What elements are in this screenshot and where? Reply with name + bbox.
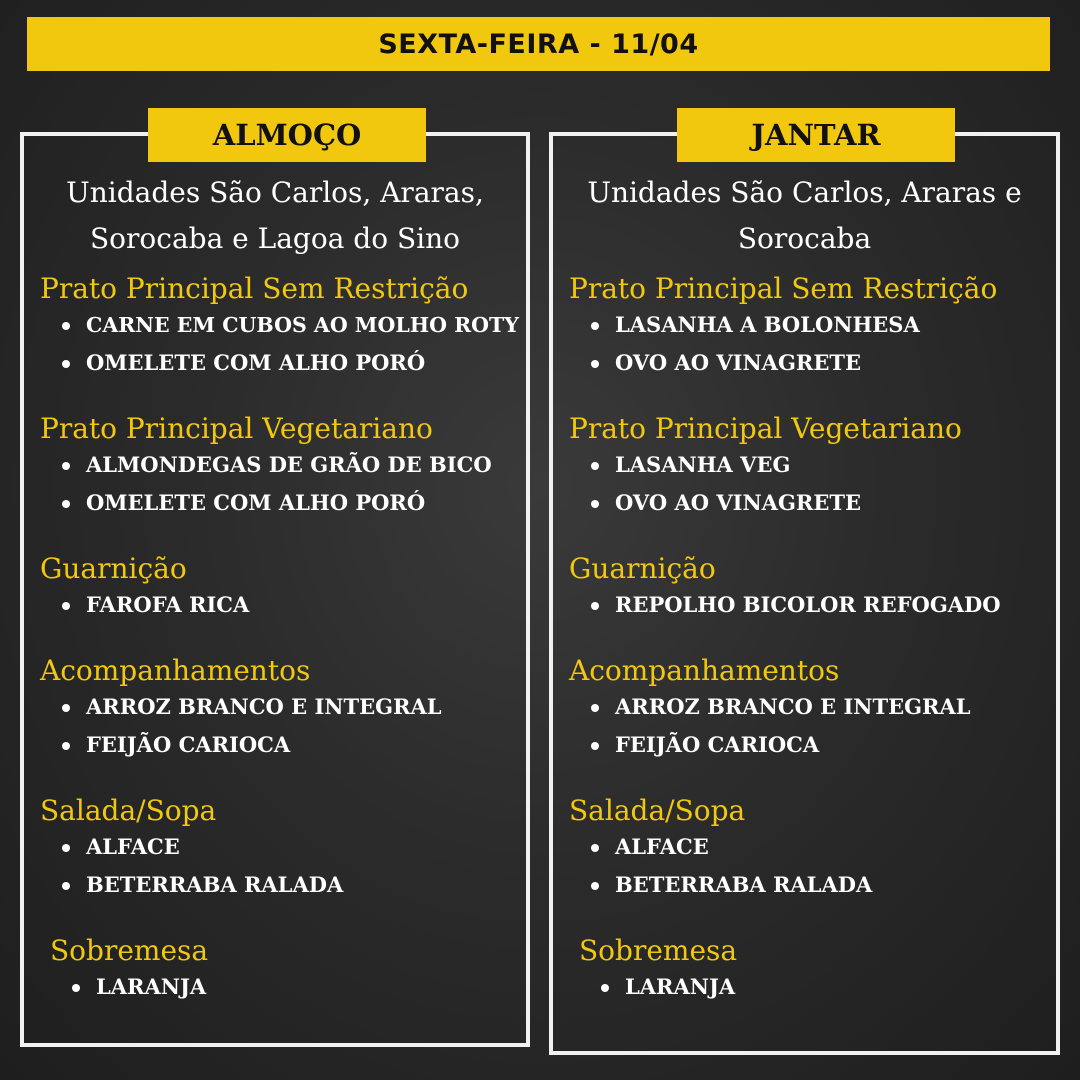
dinner-section-main <box>569 272 1052 382</box>
dinner-section-dessert <box>579 934 1052 1006</box>
lunch-label: ALMOÇO <box>148 108 426 162</box>
list-item: FEIJÃO CARIOCA <box>40 726 522 764</box>
dinner-units: Unidades São Carlos, Araras e Sorocaba <box>587 176 1022 255</box>
list-item: BETERRABA RALADA <box>569 866 1052 904</box>
dinner-panel <box>549 118 1060 1055</box>
list-item: OVO AO VINAGRETE <box>569 484 1052 522</box>
section-title: Salada/Sopa <box>569 794 746 827</box>
dinner-section-sides <box>569 654 1052 764</box>
lunch-section-sides <box>40 654 522 764</box>
section-title: Sobremesa <box>579 934 738 967</box>
lunch-section-veg <box>40 412 522 522</box>
section-title: Salada/Sopa <box>40 794 217 827</box>
date-banner: SEXTA-FEIRA - 11/04 <box>27 17 1050 71</box>
list-item: FAROFA RICA <box>40 586 522 624</box>
lunch-units: Unidades São Carlos, Araras, Sorocaba e Lagoa do Sino <box>66 176 484 255</box>
list-item: ARROZ BRANCO E INTEGRAL <box>569 688 1052 726</box>
section-title: Guarnição <box>569 552 716 585</box>
list-item: ARROZ BRANCO E INTEGRAL <box>40 688 522 726</box>
list-item: ALMONDEGAS DE GRÃO DE BICO <box>40 446 522 484</box>
list-item: OMELETE COM ALHO PORÓ <box>40 484 522 522</box>
list-item: FEIJÃO CARIOCA <box>569 726 1052 764</box>
lunch-section-salad <box>40 794 522 904</box>
dinner-section-garnish <box>569 552 1052 624</box>
dinner-label: JANTAR <box>677 108 955 162</box>
dinner-section-veg <box>569 412 1052 522</box>
lunch-panel <box>20 118 530 1047</box>
list-item: LASANHA VEG <box>569 446 1052 484</box>
list-item: OVO AO VINAGRETE <box>569 344 1052 382</box>
lunch-section-garnish <box>40 552 522 624</box>
section-title: Prato Principal Sem Restrição <box>40 272 469 305</box>
lunch-section-main <box>40 272 522 382</box>
list-item: ALFACE <box>569 828 1052 866</box>
list-item: CARNE EM CUBOS AO MOLHO ROTY <box>40 306 522 344</box>
dinner-section-salad <box>569 794 1052 904</box>
section-title: Prato Principal Sem Restrição <box>569 272 998 305</box>
section-title: Guarnição <box>40 552 187 585</box>
section-title: Prato Principal Vegetariano <box>569 412 962 445</box>
lunch-section-dessert <box>50 934 522 1006</box>
section-title: Sobremesa <box>50 934 209 967</box>
section-title: Prato Principal Vegetariano <box>40 412 433 445</box>
section-title: Acompanhamentos <box>40 654 311 687</box>
list-item: OMELETE COM ALHO PORÓ <box>40 344 522 382</box>
list-item: LARANJA <box>50 968 522 1006</box>
list-item: REPOLHO BICOLOR REFOGADO <box>569 586 1052 624</box>
list-item: ALFACE <box>40 828 522 866</box>
list-item: LASANHA A BOLONHESA <box>569 306 1052 344</box>
section-title: Acompanhamentos <box>569 654 840 687</box>
list-item: LARANJA <box>579 968 1052 1006</box>
list-item: BETERRABA RALADA <box>40 866 522 904</box>
